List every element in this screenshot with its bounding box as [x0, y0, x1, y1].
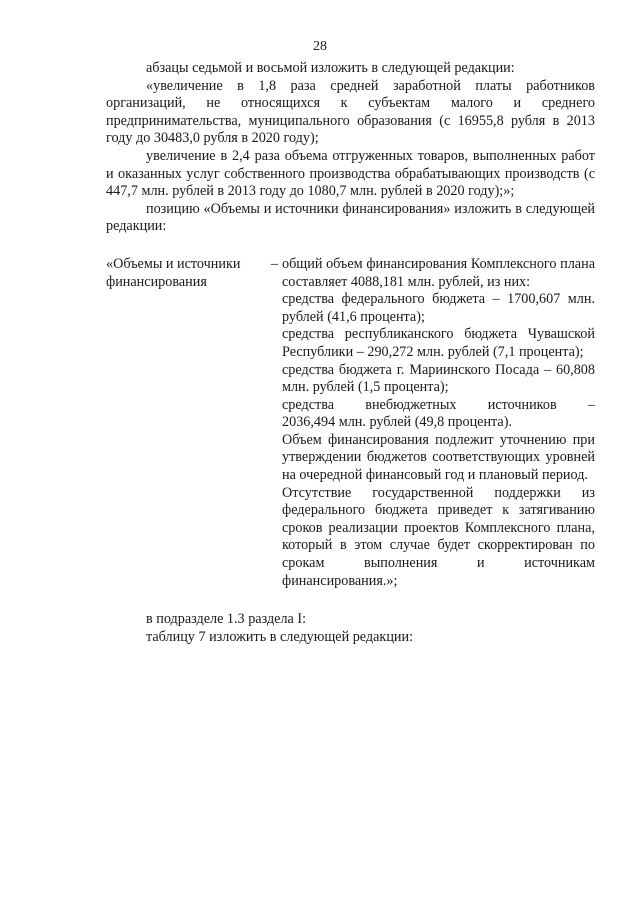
financing-federal: средства федерального бюджета – 1700,607 млн. рублей (41,6 процента); — [282, 291, 595, 325]
offbudget-word-2: внебюджетных — [365, 396, 457, 413]
financing-table — [106, 256, 595, 590]
financing-clarification: Объем финансирования подлежит уточнению при утверждении бюджетов соответствующих уровней на очередной финансовый год и плановый период. — [282, 431, 595, 484]
financing-offbudget-value: 2036,494 млн. рублей (49,8 процента). — [282, 414, 512, 431]
document-body — [106, 60, 595, 646]
financing-label-text: «Объемы и источники — [106, 255, 241, 272]
spacer — [106, 236, 595, 256]
financing-label-word: финансирования — [106, 273, 207, 290]
financing-local: средства бюджета г. Мариинского Посада – 60,808 млн. рублей (1,5 процента); — [282, 361, 595, 396]
financing-label-cell — [106, 256, 278, 590]
financing-total: общий объем финансирования Комплексного плана составляет 4088,181 млн. рублей, из них: — [282, 255, 595, 290]
financing-republic: средства республиканского бюджета Чувашской Республики – 290,272 млн. рублей (7,1 процента); — [282, 326, 595, 360]
paragraph-intro: абзацы седьмой и восьмой изложить в следующей редакции: — [146, 60, 515, 76]
offbudget-word-3: источников — [487, 396, 557, 413]
financing-label-dash: – — [270, 255, 278, 272]
financing-label-row — [106, 256, 278, 274]
paragraph-shipments: увеличение в 2,4 раза объема отгруженных товаров, выполненных работ и оказанных услуг собственного производства обрабатывающих производств (с 447,7 млн. рублей в 2013 году до 1080,7 млн. рублей в 2020 году);»; — [106, 147, 595, 200]
financing-absence-note: Отсутствие государственной поддержки из федерального бюджета приведет к затягиванию сроков реализации проектов Комплексного плана, который в этом случае будет скорректирован по срокам выполнения и источникам финансирования.»; — [282, 484, 595, 589]
financing-offbudget-row — [282, 397, 595, 415]
table7-line: таблицу 7 изложить в следующей редакции: — [146, 628, 414, 645]
paragraph-position: позицию «Объемы и источники финансирования» изложить в следующей редакции: — [106, 200, 595, 235]
subsection-line: в подразделе 1.3 раздела I: — [146, 611, 307, 628]
after-table-block — [106, 611, 595, 646]
offbudget-word-1: средства — [282, 396, 335, 413]
offbudget-dash: – — [587, 396, 595, 413]
financing-content-cell — [282, 256, 595, 590]
page-number: 28 — [313, 39, 327, 54]
paragraph-salary: «увеличение в 1,8 раза средней заработной платы работников организаций, не относящихся к субъектам малого и среднего предпринимательства, муниципального образования (с 16955,8 рубля в 2013 году до 30483,0 рубля в 2020 году); — [106, 77, 595, 147]
